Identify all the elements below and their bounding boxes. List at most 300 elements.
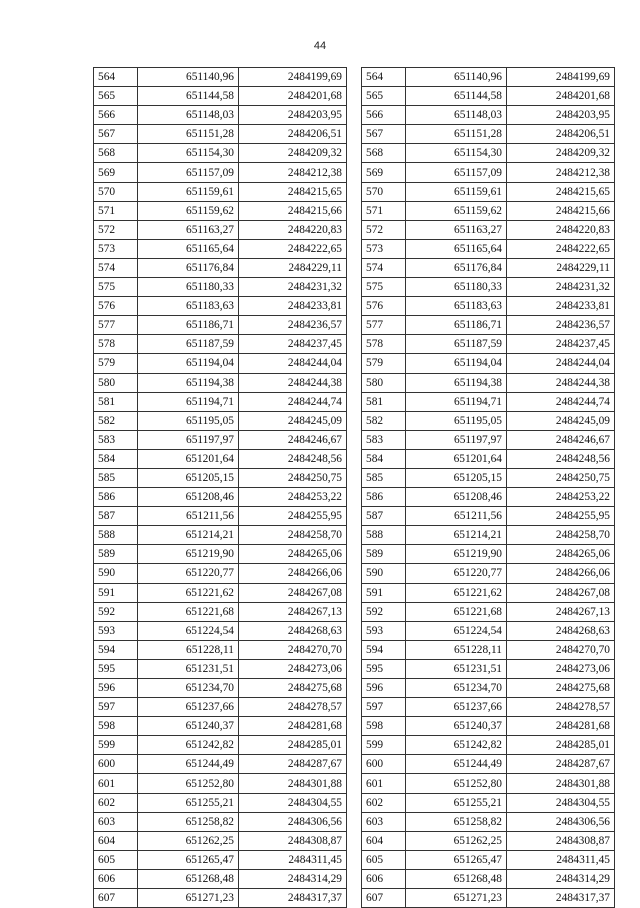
left-y-coordinate-cell: 2484229,11 xyxy=(239,258,347,277)
right-x-coordinate-cell: 651163,27 xyxy=(406,220,507,239)
table-row xyxy=(94,717,347,736)
left-x-coordinate-cell: 651258,82 xyxy=(138,812,239,831)
left-x-coordinate-cell: 651214,21 xyxy=(138,526,239,545)
right-y-coordinate-cell: 2484275,68 xyxy=(507,679,615,698)
table-row xyxy=(94,507,347,526)
right-point-number-cell: 598 xyxy=(362,717,406,736)
right-x-coordinate-cell: 651231,51 xyxy=(406,659,507,678)
right-point-number-cell: 575 xyxy=(362,278,406,297)
right-x-coordinate-cell: 651194,04 xyxy=(406,354,507,373)
table-row xyxy=(94,831,347,850)
left-y-coordinate-cell: 2484245,09 xyxy=(239,411,347,430)
table-row xyxy=(94,468,347,487)
table-row xyxy=(362,220,615,239)
left-x-coordinate-cell: 651195,05 xyxy=(138,411,239,430)
table-row xyxy=(94,258,347,277)
left-y-coordinate-cell: 2484317,37 xyxy=(239,889,347,908)
table-row xyxy=(362,316,615,335)
table-row xyxy=(94,87,347,106)
right-x-coordinate-cell: 651221,68 xyxy=(406,602,507,621)
right-x-coordinate-cell: 651265,47 xyxy=(406,850,507,869)
left-y-coordinate-cell: 2484236,57 xyxy=(239,316,347,335)
right-point-number-cell: 596 xyxy=(362,679,406,698)
right-point-number-cell: 606 xyxy=(362,869,406,888)
table-row xyxy=(94,201,347,220)
table-row xyxy=(362,698,615,717)
table-row xyxy=(362,258,615,277)
left-y-coordinate-cell: 2484258,70 xyxy=(239,526,347,545)
right-y-coordinate-cell: 2484244,74 xyxy=(507,392,615,411)
left-point-number-cell: 599 xyxy=(94,736,138,755)
right-y-coordinate-cell: 2484278,57 xyxy=(507,698,615,717)
left-point-number-cell: 597 xyxy=(94,698,138,717)
table-row xyxy=(94,68,347,87)
right-point-number-cell: 566 xyxy=(362,106,406,125)
left-y-coordinate-cell: 2484220,83 xyxy=(239,220,347,239)
left-point-number-cell: 607 xyxy=(94,889,138,908)
right-x-coordinate-cell: 651187,59 xyxy=(406,335,507,354)
table-row xyxy=(362,545,615,564)
right-point-number-cell: 594 xyxy=(362,640,406,659)
right-y-coordinate-cell: 2484215,66 xyxy=(507,201,615,220)
left-x-coordinate-cell: 651183,63 xyxy=(138,297,239,316)
left-x-coordinate-cell: 651234,70 xyxy=(138,679,239,698)
table-row xyxy=(362,163,615,182)
right-x-coordinate-cell: 651180,33 xyxy=(406,278,507,297)
table-row xyxy=(362,679,615,698)
right-x-coordinate-cell: 651194,71 xyxy=(406,392,507,411)
left-point-number-cell: 577 xyxy=(94,316,138,335)
left-x-coordinate-cell: 651244,49 xyxy=(138,755,239,774)
left-x-coordinate-cell: 651165,64 xyxy=(138,239,239,258)
left-point-number-cell: 594 xyxy=(94,640,138,659)
right-x-coordinate-cell: 651220,77 xyxy=(406,564,507,583)
table-row xyxy=(94,526,347,545)
right-x-coordinate-cell: 651262,25 xyxy=(406,831,507,850)
right-y-coordinate-cell: 2484248,56 xyxy=(507,449,615,468)
right-point-number-cell: 592 xyxy=(362,602,406,621)
right-y-coordinate-cell: 2484255,95 xyxy=(507,507,615,526)
right-y-coordinate-cell: 2484304,55 xyxy=(507,793,615,812)
table-row xyxy=(362,640,615,659)
right-y-coordinate-cell: 2484317,37 xyxy=(507,889,615,908)
table-row xyxy=(362,144,615,163)
left-y-coordinate-cell: 2484253,22 xyxy=(239,488,347,507)
left-x-coordinate-cell: 651228,11 xyxy=(138,640,239,659)
left-x-coordinate-cell: 651220,77 xyxy=(138,564,239,583)
left-point-number-cell: 602 xyxy=(94,793,138,812)
left-y-coordinate-cell: 2484231,32 xyxy=(239,278,347,297)
right-y-coordinate-cell: 2484212,38 xyxy=(507,163,615,182)
right-point-number-cell: 568 xyxy=(362,144,406,163)
right-y-coordinate-cell: 2484273,06 xyxy=(507,659,615,678)
left-y-coordinate-cell: 2484268,63 xyxy=(239,621,347,640)
left-point-number-cell: 593 xyxy=(94,621,138,640)
coordinates-table-right-body xyxy=(362,68,615,908)
table-row xyxy=(362,659,615,678)
right-y-coordinate-cell: 2484222,65 xyxy=(507,239,615,258)
left-y-coordinate-cell: 2484233,81 xyxy=(239,297,347,316)
table-row xyxy=(362,583,615,602)
left-y-coordinate-cell: 2484212,38 xyxy=(239,163,347,182)
left-point-number-cell: 603 xyxy=(94,812,138,831)
left-point-number-cell: 581 xyxy=(94,392,138,411)
right-y-coordinate-cell: 2484268,63 xyxy=(507,621,615,640)
table-row xyxy=(94,430,347,449)
right-y-coordinate-cell: 2484245,09 xyxy=(507,411,615,430)
right-y-coordinate-cell: 2484215,65 xyxy=(507,182,615,201)
table-row xyxy=(362,182,615,201)
right-point-number-cell: 597 xyxy=(362,698,406,717)
right-x-coordinate-cell: 651234,70 xyxy=(406,679,507,698)
table-row xyxy=(94,297,347,316)
table-row xyxy=(94,755,347,774)
table-row xyxy=(362,774,615,793)
right-x-coordinate-cell: 651157,09 xyxy=(406,163,507,182)
right-point-number-cell: 572 xyxy=(362,220,406,239)
table-row xyxy=(94,812,347,831)
left-point-number-cell: 576 xyxy=(94,297,138,316)
left-y-coordinate-cell: 2484237,45 xyxy=(239,335,347,354)
table-row xyxy=(362,621,615,640)
left-x-coordinate-cell: 651197,97 xyxy=(138,430,239,449)
left-y-coordinate-cell: 2484255,95 xyxy=(239,507,347,526)
table-row xyxy=(362,869,615,888)
left-y-coordinate-cell: 2484285,01 xyxy=(239,736,347,755)
table-row xyxy=(362,106,615,125)
left-point-number-cell: 580 xyxy=(94,373,138,392)
table-row xyxy=(94,774,347,793)
right-point-number-cell: 604 xyxy=(362,831,406,850)
right-x-coordinate-cell: 651219,90 xyxy=(406,545,507,564)
left-x-coordinate-cell: 651159,62 xyxy=(138,201,239,220)
left-point-number-cell: 582 xyxy=(94,411,138,430)
right-x-coordinate-cell: 651154,30 xyxy=(406,144,507,163)
right-point-number-cell: 580 xyxy=(362,373,406,392)
left-x-coordinate-cell: 651221,68 xyxy=(138,602,239,621)
left-y-coordinate-cell: 2484215,65 xyxy=(239,182,347,201)
table-row xyxy=(362,278,615,297)
table-row xyxy=(94,373,347,392)
left-point-number-cell: 590 xyxy=(94,564,138,583)
coordinates-table-right xyxy=(361,67,615,908)
left-y-coordinate-cell: 2484244,38 xyxy=(239,373,347,392)
left-y-coordinate-cell: 2484265,06 xyxy=(239,545,347,564)
right-point-number-cell: 583 xyxy=(362,430,406,449)
table-row xyxy=(94,640,347,659)
left-y-coordinate-cell: 2484248,56 xyxy=(239,449,347,468)
left-point-number-cell: 600 xyxy=(94,755,138,774)
left-x-coordinate-cell: 651268,48 xyxy=(138,869,239,888)
table-row xyxy=(362,526,615,545)
left-x-coordinate-cell: 651221,62 xyxy=(138,583,239,602)
right-x-coordinate-cell: 651140,96 xyxy=(406,68,507,87)
left-y-coordinate-cell: 2484246,67 xyxy=(239,430,347,449)
right-y-coordinate-cell: 2484306,56 xyxy=(507,812,615,831)
left-x-coordinate-cell: 651194,71 xyxy=(138,392,239,411)
left-point-number-cell: 565 xyxy=(94,87,138,106)
right-point-number-cell: 577 xyxy=(362,316,406,335)
table-row xyxy=(94,278,347,297)
right-x-coordinate-cell: 651214,21 xyxy=(406,526,507,545)
left-y-coordinate-cell: 2484301,88 xyxy=(239,774,347,793)
left-y-coordinate-cell: 2484206,51 xyxy=(239,125,347,144)
left-y-coordinate-cell: 2484275,68 xyxy=(239,679,347,698)
right-y-coordinate-cell: 2484229,11 xyxy=(507,258,615,277)
right-point-number-cell: 587 xyxy=(362,507,406,526)
left-x-coordinate-cell: 651201,64 xyxy=(138,449,239,468)
left-point-number-cell: 583 xyxy=(94,430,138,449)
table-row xyxy=(362,602,615,621)
table-row xyxy=(362,392,615,411)
right-x-coordinate-cell: 651159,62 xyxy=(406,201,507,220)
table-row xyxy=(362,755,615,774)
left-x-coordinate-cell: 651157,09 xyxy=(138,163,239,182)
table-row xyxy=(94,449,347,468)
table-row xyxy=(362,87,615,106)
right-point-number-cell: 589 xyxy=(362,545,406,564)
right-x-coordinate-cell: 651197,97 xyxy=(406,430,507,449)
left-y-coordinate-cell: 2484304,55 xyxy=(239,793,347,812)
left-point-number-cell: 592 xyxy=(94,602,138,621)
right-x-coordinate-cell: 651208,46 xyxy=(406,488,507,507)
right-point-number-cell: 574 xyxy=(362,258,406,277)
left-point-number-cell: 601 xyxy=(94,774,138,793)
right-point-number-cell: 571 xyxy=(362,201,406,220)
left-point-number-cell: 564 xyxy=(94,68,138,87)
left-point-number-cell: 598 xyxy=(94,717,138,736)
right-y-coordinate-cell: 2484246,67 xyxy=(507,430,615,449)
right-y-coordinate-cell: 2484258,70 xyxy=(507,526,615,545)
left-y-coordinate-cell: 2484308,87 xyxy=(239,831,347,850)
left-y-coordinate-cell: 2484199,69 xyxy=(239,68,347,87)
right-y-coordinate-cell: 2484209,32 xyxy=(507,144,615,163)
left-x-coordinate-cell: 651187,59 xyxy=(138,335,239,354)
right-y-coordinate-cell: 2484308,87 xyxy=(507,831,615,850)
coordinates-table-left xyxy=(93,67,347,908)
right-x-coordinate-cell: 651224,54 xyxy=(406,621,507,640)
left-point-number-cell: 591 xyxy=(94,583,138,602)
right-y-coordinate-cell: 2484270,70 xyxy=(507,640,615,659)
right-x-coordinate-cell: 651176,84 xyxy=(406,258,507,277)
left-y-coordinate-cell: 2484201,68 xyxy=(239,87,347,106)
right-y-coordinate-cell: 2484301,88 xyxy=(507,774,615,793)
left-point-number-cell: 571 xyxy=(94,201,138,220)
left-x-coordinate-cell: 651237,66 xyxy=(138,698,239,717)
left-y-coordinate-cell: 2484244,74 xyxy=(239,392,347,411)
left-x-coordinate-cell: 651176,84 xyxy=(138,258,239,277)
page-number: 44 xyxy=(313,40,327,52)
table-row xyxy=(94,564,347,583)
right-x-coordinate-cell: 651255,21 xyxy=(406,793,507,812)
left-point-number-cell: 605 xyxy=(94,850,138,869)
table-row xyxy=(94,659,347,678)
left-x-coordinate-cell: 651154,30 xyxy=(138,144,239,163)
table-row xyxy=(94,488,347,507)
left-y-coordinate-cell: 2484311,45 xyxy=(239,850,347,869)
left-x-coordinate-cell: 651208,46 xyxy=(138,488,239,507)
table-row xyxy=(362,507,615,526)
left-y-coordinate-cell: 2484287,67 xyxy=(239,755,347,774)
right-y-coordinate-cell: 2484233,81 xyxy=(507,297,615,316)
right-x-coordinate-cell: 651268,48 xyxy=(406,869,507,888)
right-y-coordinate-cell: 2484201,68 xyxy=(507,87,615,106)
right-y-coordinate-cell: 2484206,51 xyxy=(507,125,615,144)
left-y-coordinate-cell: 2484203,95 xyxy=(239,106,347,125)
table-row xyxy=(94,869,347,888)
table-row xyxy=(94,106,347,125)
right-x-coordinate-cell: 651144,58 xyxy=(406,87,507,106)
table-row xyxy=(362,850,615,869)
right-y-coordinate-cell: 2484203,95 xyxy=(507,106,615,125)
table-row xyxy=(362,335,615,354)
right-point-number-cell: 605 xyxy=(362,850,406,869)
right-point-number-cell: 586 xyxy=(362,488,406,507)
left-y-coordinate-cell: 2484270,70 xyxy=(239,640,347,659)
left-y-coordinate-cell: 2484281,68 xyxy=(239,717,347,736)
right-y-coordinate-cell: 2484253,22 xyxy=(507,488,615,507)
left-x-coordinate-cell: 651163,27 xyxy=(138,220,239,239)
table-row xyxy=(362,297,615,316)
right-x-coordinate-cell: 651159,61 xyxy=(406,182,507,201)
table-row xyxy=(362,736,615,755)
left-point-number-cell: 569 xyxy=(94,163,138,182)
left-point-number-cell: 572 xyxy=(94,220,138,239)
left-x-coordinate-cell: 651211,56 xyxy=(138,507,239,526)
right-y-coordinate-cell: 2484244,04 xyxy=(507,354,615,373)
right-y-coordinate-cell: 2484311,45 xyxy=(507,850,615,869)
left-x-coordinate-cell: 651151,28 xyxy=(138,125,239,144)
right-x-coordinate-cell: 651228,11 xyxy=(406,640,507,659)
right-point-number-cell: 570 xyxy=(362,182,406,201)
table-row xyxy=(94,736,347,755)
table-row xyxy=(94,411,347,430)
table-row xyxy=(94,621,347,640)
left-point-number-cell: 570 xyxy=(94,182,138,201)
left-point-number-cell: 604 xyxy=(94,831,138,850)
left-y-coordinate-cell: 2484244,04 xyxy=(239,354,347,373)
right-point-number-cell: 590 xyxy=(362,564,406,583)
right-x-coordinate-cell: 651205,15 xyxy=(406,468,507,487)
table-row xyxy=(362,564,615,583)
right-x-coordinate-cell: 651252,80 xyxy=(406,774,507,793)
left-point-number-cell: 567 xyxy=(94,125,138,144)
table-row xyxy=(94,679,347,698)
right-point-number-cell: 602 xyxy=(362,793,406,812)
table-row xyxy=(362,488,615,507)
right-point-number-cell: 579 xyxy=(362,354,406,373)
right-point-number-cell: 584 xyxy=(362,449,406,468)
right-y-coordinate-cell: 2484266,06 xyxy=(507,564,615,583)
table-row xyxy=(94,602,347,621)
right-point-number-cell: 564 xyxy=(362,68,406,87)
right-point-number-cell: 599 xyxy=(362,736,406,755)
right-point-number-cell: 573 xyxy=(362,239,406,258)
table-row xyxy=(94,545,347,564)
right-x-coordinate-cell: 651183,63 xyxy=(406,297,507,316)
left-y-coordinate-cell: 2484273,06 xyxy=(239,659,347,678)
table-row xyxy=(94,698,347,717)
right-point-number-cell: 581 xyxy=(362,392,406,411)
table-row xyxy=(362,239,615,258)
left-x-coordinate-cell: 651205,15 xyxy=(138,468,239,487)
right-y-coordinate-cell: 2484231,32 xyxy=(507,278,615,297)
left-x-coordinate-cell: 651242,82 xyxy=(138,736,239,755)
left-x-coordinate-cell: 651194,04 xyxy=(138,354,239,373)
left-x-coordinate-cell: 651252,80 xyxy=(138,774,239,793)
left-point-number-cell: 566 xyxy=(94,106,138,125)
table-row xyxy=(362,831,615,850)
right-y-coordinate-cell: 2484244,38 xyxy=(507,373,615,392)
right-point-number-cell: 601 xyxy=(362,774,406,793)
left-x-coordinate-cell: 651194,38 xyxy=(138,373,239,392)
left-x-coordinate-cell: 651186,71 xyxy=(138,316,239,335)
right-point-number-cell: 582 xyxy=(362,411,406,430)
right-point-number-cell: 603 xyxy=(362,812,406,831)
left-point-number-cell: 585 xyxy=(94,468,138,487)
table-row xyxy=(94,354,347,373)
left-point-number-cell: 606 xyxy=(94,869,138,888)
right-x-coordinate-cell: 651258,82 xyxy=(406,812,507,831)
left-point-number-cell: 573 xyxy=(94,239,138,258)
table-row xyxy=(362,354,615,373)
right-y-coordinate-cell: 2484314,29 xyxy=(507,869,615,888)
table-row xyxy=(94,220,347,239)
left-x-coordinate-cell: 651224,54 xyxy=(138,621,239,640)
right-y-coordinate-cell: 2484285,01 xyxy=(507,736,615,755)
table-row xyxy=(362,793,615,812)
table-row xyxy=(94,850,347,869)
left-point-number-cell: 589 xyxy=(94,545,138,564)
table-row xyxy=(362,717,615,736)
right-y-coordinate-cell: 2484281,68 xyxy=(507,717,615,736)
table-row xyxy=(94,793,347,812)
left-point-number-cell: 579 xyxy=(94,354,138,373)
table-row xyxy=(362,68,615,87)
table-row xyxy=(362,430,615,449)
left-x-coordinate-cell: 651265,47 xyxy=(138,850,239,869)
left-point-number-cell: 578 xyxy=(94,335,138,354)
right-point-number-cell: 593 xyxy=(362,621,406,640)
right-point-number-cell: 578 xyxy=(362,335,406,354)
right-y-coordinate-cell: 2484287,67 xyxy=(507,755,615,774)
left-x-coordinate-cell: 651219,90 xyxy=(138,545,239,564)
left-y-coordinate-cell: 2484266,06 xyxy=(239,564,347,583)
left-point-number-cell: 588 xyxy=(94,526,138,545)
right-x-coordinate-cell: 651186,71 xyxy=(406,316,507,335)
left-point-number-cell: 584 xyxy=(94,449,138,468)
left-y-coordinate-cell: 2484314,29 xyxy=(239,869,347,888)
right-point-number-cell: 569 xyxy=(362,163,406,182)
table-row xyxy=(94,392,347,411)
table-row xyxy=(94,182,347,201)
table-row xyxy=(94,583,347,602)
table-row xyxy=(94,239,347,258)
left-point-number-cell: 595 xyxy=(94,659,138,678)
right-point-number-cell: 565 xyxy=(362,87,406,106)
right-point-number-cell: 607 xyxy=(362,889,406,908)
right-y-coordinate-cell: 2484236,57 xyxy=(507,316,615,335)
table-row xyxy=(362,468,615,487)
left-x-coordinate-cell: 651140,96 xyxy=(138,68,239,87)
right-x-coordinate-cell: 651148,03 xyxy=(406,106,507,125)
right-x-coordinate-cell: 651194,38 xyxy=(406,373,507,392)
left-x-coordinate-cell: 651255,21 xyxy=(138,793,239,812)
left-y-coordinate-cell: 2484209,32 xyxy=(239,144,347,163)
right-point-number-cell: 576 xyxy=(362,297,406,316)
right-x-coordinate-cell: 651195,05 xyxy=(406,411,507,430)
left-y-coordinate-cell: 2484267,08 xyxy=(239,583,347,602)
